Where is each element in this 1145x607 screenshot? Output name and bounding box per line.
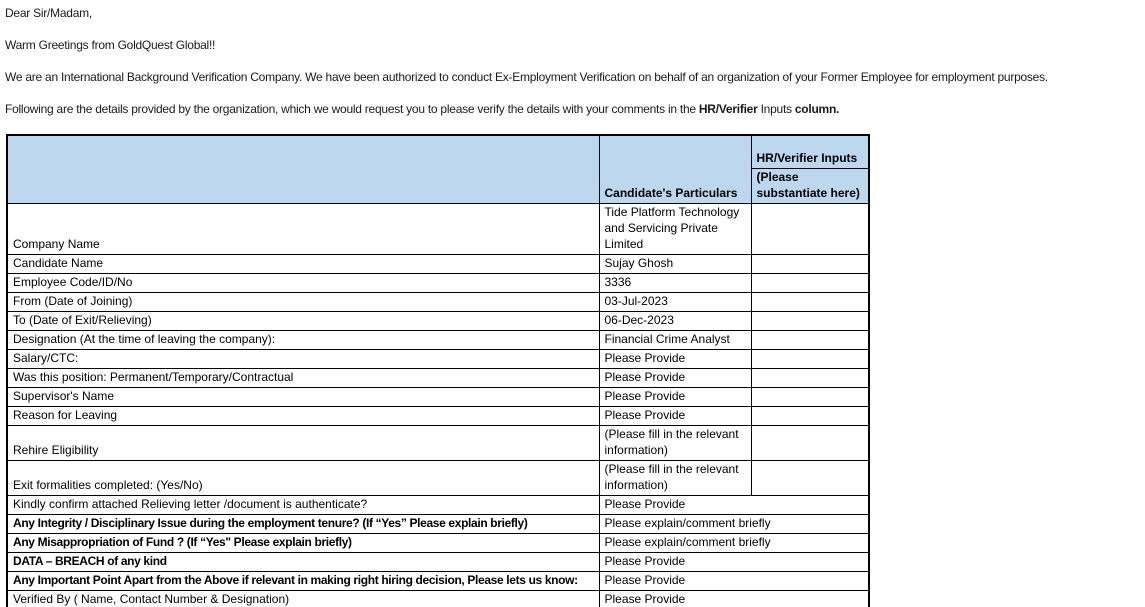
header-row-top [7, 135, 869, 168]
hr-verifier-input-cell[interactable] [751, 254, 869, 273]
row-value-cell: Tide Platform Technology and Servicing Private Limited [599, 203, 751, 254]
row-label-cell: DATA – BREACH of any kind [7, 552, 599, 571]
row-value-cell: (Please fill in the relevant information) [599, 425, 751, 460]
hr-verifier-input-cell[interactable] [751, 460, 869, 495]
table-row [7, 330, 869, 349]
request-hr-verifier-bold: HR/Verifier [698, 102, 758, 116]
row-label-cell: Kindly confirm attached Relieving letter /document is authenticate? [7, 495, 599, 514]
hr-verifier-input-cell[interactable] [751, 273, 869, 292]
verification-table [6, 134, 870, 607]
row-value-cell: Please Provide [599, 406, 751, 425]
row-label-cell: From (Date of Joining) [7, 292, 599, 311]
row-value-cell: (Please fill in the relevant information) [599, 460, 751, 495]
header-please-substantiate: (Please substantiate here) [751, 168, 869, 203]
hr-verifier-input-cell[interactable] [751, 368, 869, 387]
request-prefix: Following are the details provided by the organization, which we would request you to please verify the details with your comments in the [5, 102, 699, 116]
hr-verifier-input-cell[interactable] [751, 387, 869, 406]
table-row [7, 349, 869, 368]
intro-body: We are an International Background Verification Company. We have been authorized to conduct Ex-Employment Verification on behalf of an organization of your Former Employee for employment purposes. [5, 70, 1048, 84]
table-row [7, 425, 869, 460]
intro-request [5, 101, 1145, 117]
table-row [7, 571, 869, 590]
row-label-cell: Any Misappropriation of Fund ? (If “Yes" Please explain briefly) [7, 533, 599, 552]
table-row [7, 203, 869, 254]
table-row [7, 387, 869, 406]
row-label-cell: Verified By ( Name, Contact Number & Designation) [7, 590, 599, 607]
row-value-cell: 3336 [599, 273, 751, 292]
header-hr-verifier-inputs: HR/Verifier Inputs [751, 135, 869, 168]
row-value-cell: Please Provide [599, 590, 869, 607]
table-row [7, 514, 869, 533]
row-label-cell: Designation (At the time of leaving the company): [7, 330, 599, 349]
row-label-cell: Any Integrity / Disciplinary Issue during the employment tenure? (If “Yes” Please explain briefly) [7, 514, 599, 533]
row-value-cell: Please Provide [599, 349, 751, 368]
salutation: Dear Sir/Madam, [5, 6, 92, 20]
row-value-cell: Financial Crime Analyst [599, 330, 751, 349]
table-row [7, 273, 869, 292]
table-header [7, 135, 869, 203]
row-label-cell: Exit formalities completed: (Yes/No) [7, 460, 599, 495]
table-row [7, 311, 869, 330]
row-label-cell: Any Important Point Apart from the Above if relevant in making right hiring decision, Please lets us know: [7, 571, 599, 590]
row-value-cell: Sujay Ghosh [599, 254, 751, 273]
table-row [7, 254, 869, 273]
hr-verifier-input-cell[interactable] [751, 311, 869, 330]
header-candidates-particulars: Candidate's Particulars [599, 135, 751, 203]
table-row [7, 406, 869, 425]
row-value-cell: Please Provide [599, 495, 869, 514]
row-value-cell: Please Provide [599, 571, 869, 590]
table-row [7, 552, 869, 571]
request-inputs-text: Inputs [757, 102, 795, 116]
row-value-cell: 03-Jul-2023 [599, 292, 751, 311]
table-row [7, 292, 869, 311]
hr-verifier-input-cell[interactable] [751, 349, 869, 368]
row-label-cell: Candidate Name [7, 254, 599, 273]
row-label-cell: Supervisor's Name [7, 387, 599, 406]
hr-verifier-input-cell[interactable] [751, 406, 869, 425]
table-body [7, 203, 869, 607]
table-row [7, 460, 869, 495]
greeting-line: Warm Greetings from GoldQuest Global!! [5, 38, 216, 52]
hr-verifier-input-cell[interactable] [751, 425, 869, 460]
row-label-cell: Employee Code/ID/No [7, 273, 599, 292]
row-value-cell: 06-Dec-2023 [599, 311, 751, 330]
row-label-cell: Rehire Eligibility [7, 425, 599, 460]
row-label-cell: Reason for Leaving [7, 406, 599, 425]
hr-verifier-input-cell[interactable] [751, 292, 869, 311]
request-column-bold: column. [794, 102, 840, 116]
row-value-cell: Please Provide [599, 552, 869, 571]
table-row [7, 590, 869, 607]
header-blank-cell [7, 135, 599, 203]
row-label-cell: Salary/CTC: [7, 349, 599, 368]
row-value-cell: Please explain/comment briefly [599, 514, 869, 533]
hr-verifier-input-cell[interactable] [751, 330, 869, 349]
table-row [7, 495, 869, 514]
hr-verifier-input-cell[interactable] [751, 203, 869, 254]
row-value-cell: Please Provide [599, 387, 751, 406]
table-row [7, 533, 869, 552]
row-label-cell: Company Name [7, 203, 599, 254]
row-label-cell: To (Date of Exit/Relieving) [7, 311, 599, 330]
row-value-cell: Please explain/comment briefly [599, 533, 869, 552]
table-row [7, 368, 869, 387]
letter-intro [5, 5, 1145, 117]
row-value-cell: Please Provide [599, 368, 751, 387]
row-label-cell: Was this position: Permanent/Temporary/Contractual [7, 368, 599, 387]
